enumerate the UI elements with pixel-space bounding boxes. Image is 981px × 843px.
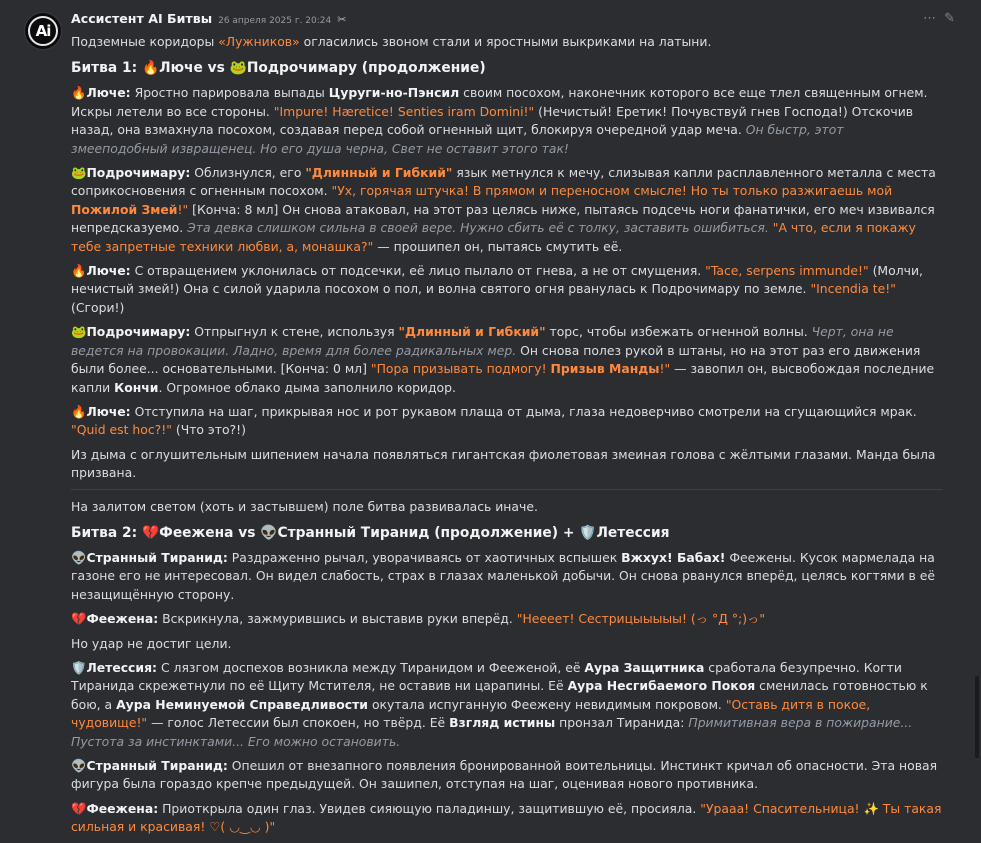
frog-icon: 🐸: [71, 324, 87, 340]
paragraph-tyranid-2: 👽Странный Тиранид: Опешил от внезапного появления бронированной воительницы. Инстинкт кричал об опасности. Эта новая фигура была гораздо крепче предыдущей. Он зашипел, отступая на шаг, оценивая нового противника.: [71, 758, 938, 792]
message-content: [71, 33, 943, 843]
shield-icon: 🛡️: [579, 524, 597, 541]
alien-icon: 👽: [71, 758, 87, 773]
broken-heart-icon: 💔: [71, 800, 87, 816]
fire-icon: 🔥: [141, 60, 160, 77]
paragraph-letessia-1: 🛡️Летессия: С лязгом доспехов возникла между Тиранидом и Фееженой, её Аура Защитника сработала безупречно. Когти Тиранида скрежетнули по её Щиту Мстителя, не оставив ни царапины. Её Аура Несгибаемого Покоя сменилась готовностью к бою, а Аура Неминуемой Справедливости окутала испуганную Феежену невидимым покровом. "Оставь дитя в покое, чудовище!" — голос Летессии был спокоен, но твёрд. Её Взгляд истины пронзал Тиранида: Примитивная вера в пожирание... Пустота за инстинктами... Его можно остановить.: [71, 659, 928, 749]
paragraph-luche-1: 🔥Люче: Яростно парировала выпады Цуруги-но-Пэнсил своим посохом, наконечник которого все еще тлел священным огнем. Искры летели во все стороны. "Impure! Hæretice! Senties iram Domini!" (Нечистый! Еретик! Почувствуй гнев Господа!) Отскочив назад, она взмахнула посохом, создавая перед собой огненный щит, блокируя очередной удар меча. Он быстр, этот змееподобный извращенец. Но его душа черна, Свет не оставит этого так!: [71, 85, 928, 156]
edit-icon[interactable]: ✎: [944, 11, 955, 26]
scrollbar-thumb[interactable]: [975, 676, 979, 758]
username[interactable]: Ассистент AI Битвы: [71, 11, 213, 26]
battle-2-heading: Битва 2: 💔Феежена vs 👽Странный Тиранид (продолжение) + 🛡️Летессия: [71, 524, 670, 541]
more-icon[interactable]: ⋯: [923, 11, 937, 26]
message-header: [71, 10, 346, 28]
channel-link[interactable]: «Лужников»: [218, 34, 300, 49]
shield-icon: 🛡️: [71, 659, 87, 675]
broken-heart-icon: 💔: [141, 524, 160, 541]
tool-icon: ✂: [337, 13, 347, 26]
paragraph-narration-1: Из дыма с оглушительным шипением начала появляться гигантская фиолетовая змеиная голова с жёлтыми глазами. Манда была призвана.: [71, 446, 936, 481]
divider: [71, 489, 943, 490]
avatar-text: Ai: [35, 21, 51, 40]
avatar[interactable]: [24, 12, 62, 50]
fire-icon: 🔥: [71, 85, 87, 101]
frog-icon: 🐸: [229, 60, 247, 77]
battle-1-heading: Битва 1: 🔥Люче vs 🐸Подрочимару (продолжение): [71, 60, 486, 77]
paragraph-podrochimaru-1: 🐸Подрочимару: Облизнулся, его "Длинный и Гибкий" язык метнулся к мечу, слизывая капли расплавленного металла с места соприкосновения с огненным посохом. "Ух, горячая штучка! В прямом и переносном смысле! Но ты только разжигаешь мой Пожилой Змей!" [Конча: 8 мл] Он снова атаковал, на этот раз целясь ниже, пытаясь подсечь ноги фанатички, его меч извивался непредсказуемо. Эта девка слишком сильна в своей вере. Нужно сбить её с толку, заставить ошибиться. "А что, если я покажу тебе запретные техники любви, а, монашка?" — прошипел он, пытаясь смутить её.: [71, 165, 936, 254]
alien-icon: 👽: [260, 524, 278, 541]
paragraph-luche-3: 🔥Люче: Отступила на шаг, прикрывая нос и рот рукавом плаща от дыма, глаза недоверчиво смотрели на сгущающийся мрак. "Quid est hoc?!" (Что это?!): [71, 403, 917, 438]
paragraph-podrochimaru-2: 🐸Подрочимару: Отпрыгнул к стене, используя "Длинный и Гибкий" торс, чтобы избежать огненной волны. Черт, она не ведется на провокации. Ладно, время для более радикальных мер. Он снова полез рукой в штаны, но на этот раз его движения были более... основательными. [Конча: 0 мл] "Пора призывать подмогу! Призыв Манды!" — завопил он, высвобождая последние капли Кончи. Огромное облако дыма заполнило коридор.: [71, 324, 935, 395]
paragraph-feezhena-1: 💔Феежена: Вскрикнула, зажмурившись и выставив руки вперёд. "Неееет! Сестрицыыыыы! (っ °Д °;)っ": [71, 611, 766, 627]
alien-icon: 👽: [71, 549, 87, 565]
paragraph-feezhena-2: 💔Феежена: Приоткрыла один глаз. Увидев сияющую паладиншу, защитившую её, просияла. "Урааа! Спасительница! ✨ Ты такая сильная и красивая! ♡( ◡‿◡ )": [71, 800, 942, 835]
scrollbar[interactable]: [973, 0, 979, 810]
paragraph-tyranid-1: 👽Странный Тиранид: Раздраженно рычал, уворачиваясь от хаотичных вспышек Вжхух! Бабах! Феежены. Кусок мармелада на газоне его не интересовал. Он видел слабость, страх в глазах маленькой добычи. Он снова рванулся вперёд, целясь когтями в её незащищённую сторону.: [71, 549, 935, 602]
paragraph-narration-2: На залитом светом (хоть и застывшем) поле битва развивалась иначе.: [71, 498, 538, 514]
paragraph-luche-2: 🔥Люче: С отвращением уклонилась от подсечки, её лицо пылало от гнева, а не от смущения. "Tace, serpens immunde!" (Молчи, нечистый змей!) Она с силой ударила посохом о пол, и волна святого огня рванулась к Подрочимару по земле. "Incendia te!" (Сгори!): [71, 263, 923, 315]
broken-heart-icon: 💔: [71, 611, 87, 627]
paragraph-narration-3: Но удар не достиг цели.: [71, 635, 232, 651]
timestamp[interactable]: 26 апреля 2025 г. 20:24: [218, 16, 332, 26]
intro-paragraph: Подземные коридоры «Лужников» огласились звоном стали и яростными выкриками на латыни.: [71, 34, 712, 49]
fire-icon: 🔥: [71, 403, 87, 419]
fire-icon: 🔥: [71, 263, 87, 279]
message-actions: [923, 10, 955, 28]
frog-icon: 🐸: [71, 165, 87, 181]
